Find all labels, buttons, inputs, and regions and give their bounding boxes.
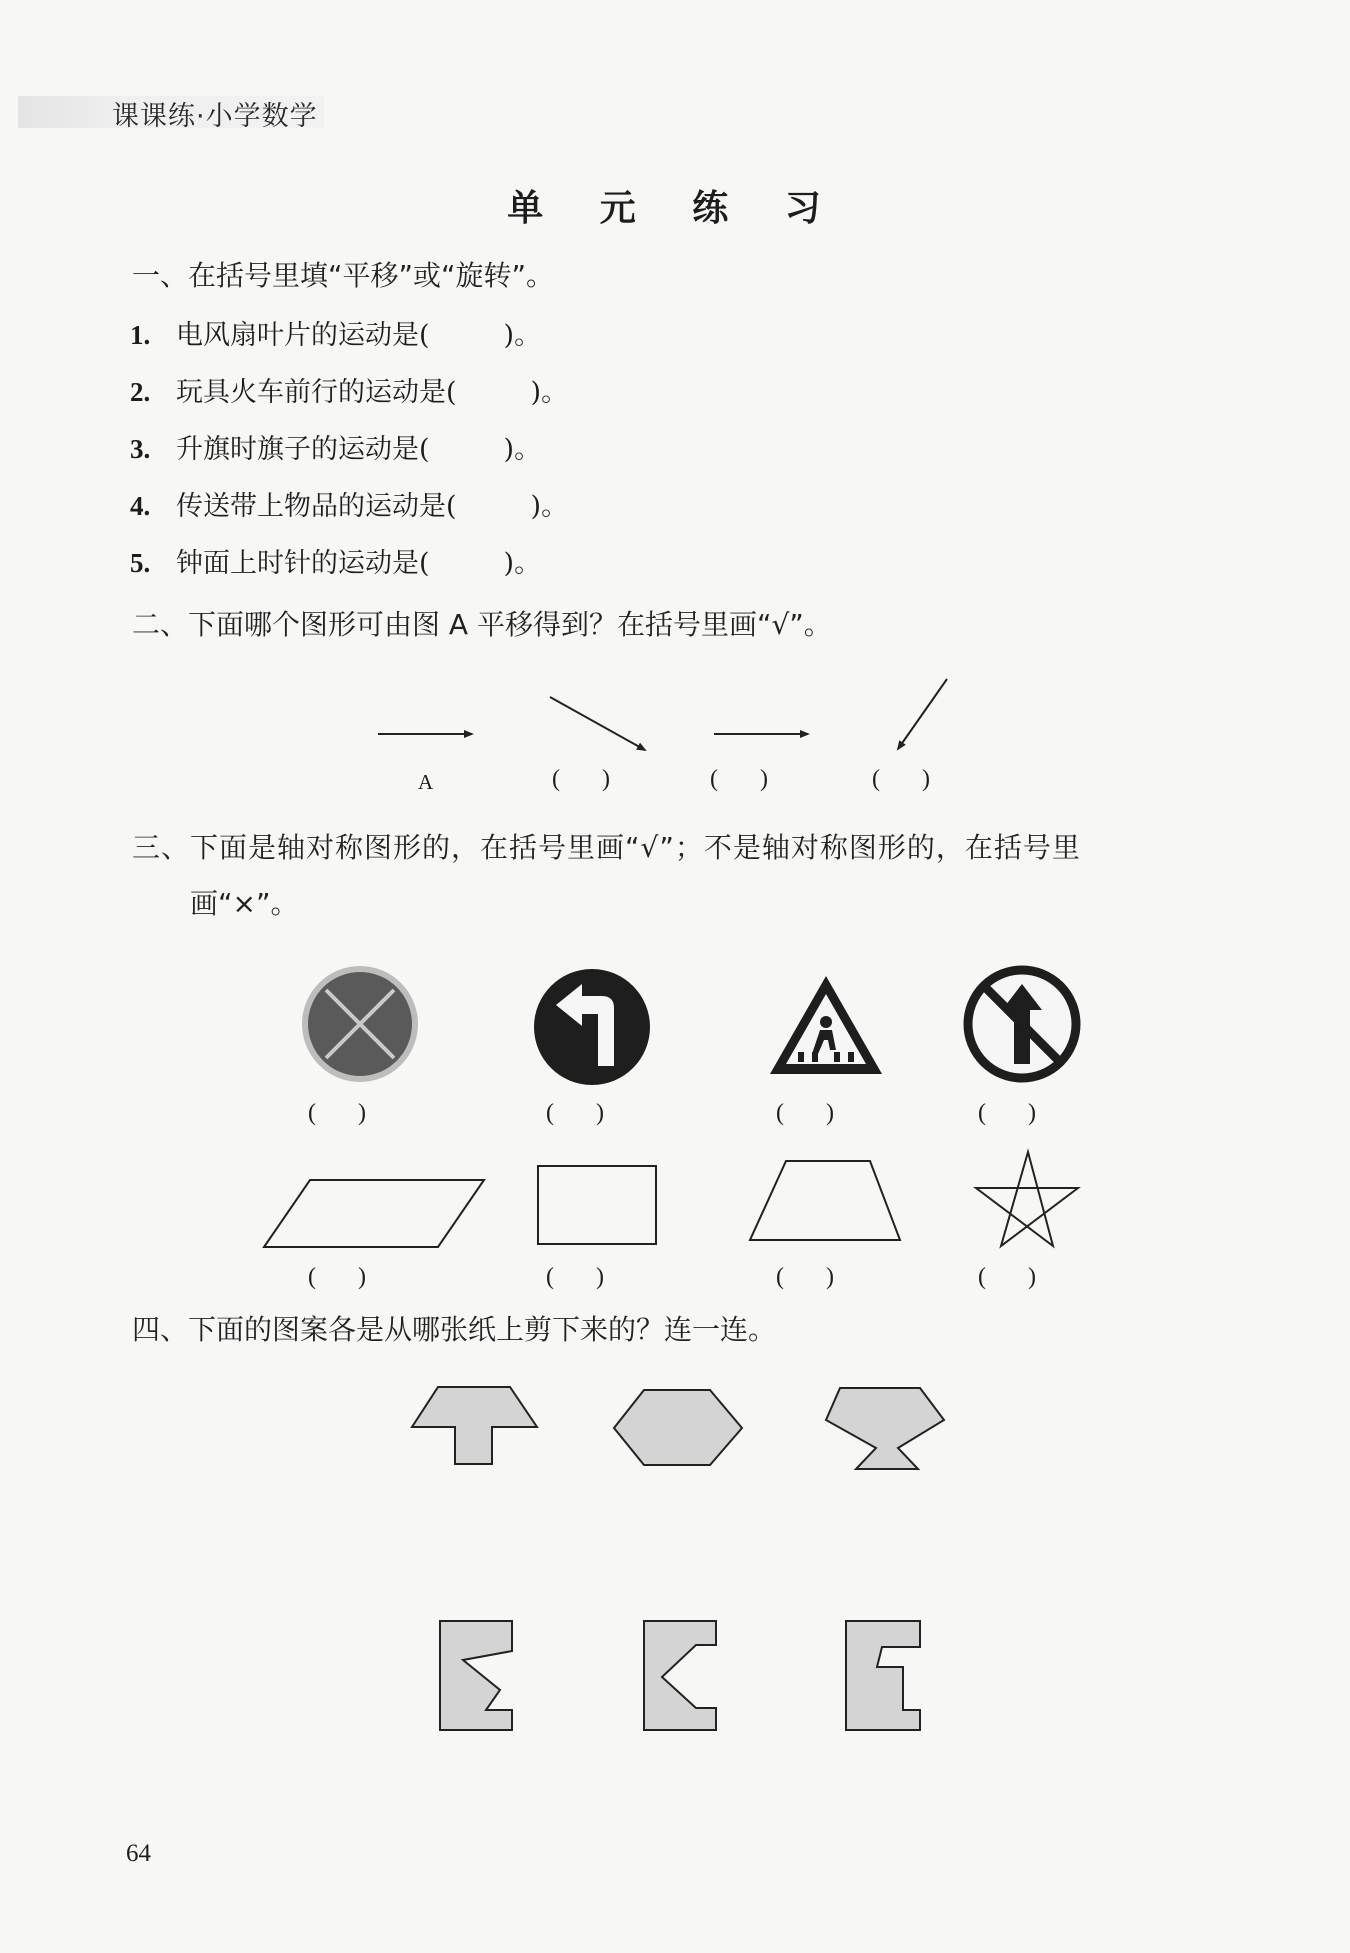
answer-blank-3-7[interactable]: ( ) [776, 1264, 834, 1290]
answer-blank-3-4[interactable]: ( ) [978, 1100, 1036, 1126]
book-header: 课课练·小学数学 [112, 101, 318, 132]
question-text: 电风扇叶片的运动是( [176, 320, 430, 351]
pedestrian-crossing-sign-icon [770, 976, 882, 1074]
question-end: )。 [530, 491, 569, 522]
question-text: 钟面上时针的运动是( [176, 548, 430, 579]
no-straight-sign-icon [968, 970, 1076, 1078]
question-text: 玩具火车前行的运动是( [176, 377, 457, 408]
answer-blank-3-6[interactable]: ( ) [546, 1264, 604, 1290]
no-parking-sign-icon [302, 966, 418, 1082]
rectangle-shape [538, 1166, 656, 1244]
section-1-heading: 一、在括号里填“平移”或“旋转”。 [132, 259, 555, 292]
five-pointed-star-shape [976, 1152, 1078, 1246]
folded-paper-1-shape [440, 1621, 512, 1730]
section-3-heading-line2: 画“×”。 [190, 887, 299, 920]
question-end: )。 [530, 377, 569, 408]
answer-blank-3-8[interactable]: ( ) [978, 1264, 1036, 1290]
answer-blank-3-3[interactable]: ( ) [776, 1100, 834, 1126]
arrow-diagonal-down-icon [550, 697, 645, 750]
question-number: 1. [130, 320, 151, 350]
figure-a-label: A [418, 770, 434, 794]
question-end: )。 [503, 320, 542, 351]
section-4-heading: 四、下面的图案各是从哪张纸上剪下来的？连一连。 [132, 1313, 777, 1346]
question-number: 3. [130, 434, 151, 464]
answer-blank-2-3[interactable]: ( ) [872, 766, 930, 792]
turn-left-sign-icon [534, 969, 650, 1085]
section-2-heading: 二、下面哪个图形可由图 A 平移得到？在括号里画“√”。 [132, 608, 832, 641]
section-3-heading-line1: 三、下面是轴对称图形的，在括号里画“√”；不是轴对称图形的，在括号里 [132, 831, 1081, 864]
parallelogram-shape [264, 1180, 484, 1247]
question-end: )。 [503, 434, 542, 465]
folded-paper-3-shape [846, 1621, 920, 1730]
page-number: 64 [126, 1840, 151, 1867]
question-number: 4. [130, 491, 151, 521]
question-text: 传送带上物品的运动是( [176, 491, 457, 522]
page-title: 单 元 练 习 [507, 188, 843, 229]
cutout-t-shape [412, 1387, 537, 1464]
trapezoid-shape [750, 1161, 900, 1240]
answer-blank-2-2[interactable]: ( ) [710, 766, 768, 792]
question-end: )。 [503, 548, 542, 579]
answer-blank-3-2[interactable]: ( ) [546, 1100, 604, 1126]
answer-blank-3-1[interactable]: ( ) [308, 1100, 366, 1126]
answer-blank-3-5[interactable]: ( ) [308, 1264, 366, 1290]
question-text: 升旗时旗子的运动是( [176, 434, 430, 465]
cutout-hexagon-shape [614, 1390, 742, 1465]
question-number: 2. [130, 377, 151, 407]
question-number: 5. [130, 548, 151, 578]
answer-blank-2-1[interactable]: ( ) [552, 766, 610, 792]
arrow-diagonal-up-icon [898, 679, 947, 749]
cutout-anvil-shape [826, 1388, 944, 1469]
folded-paper-2-shape [644, 1621, 716, 1730]
